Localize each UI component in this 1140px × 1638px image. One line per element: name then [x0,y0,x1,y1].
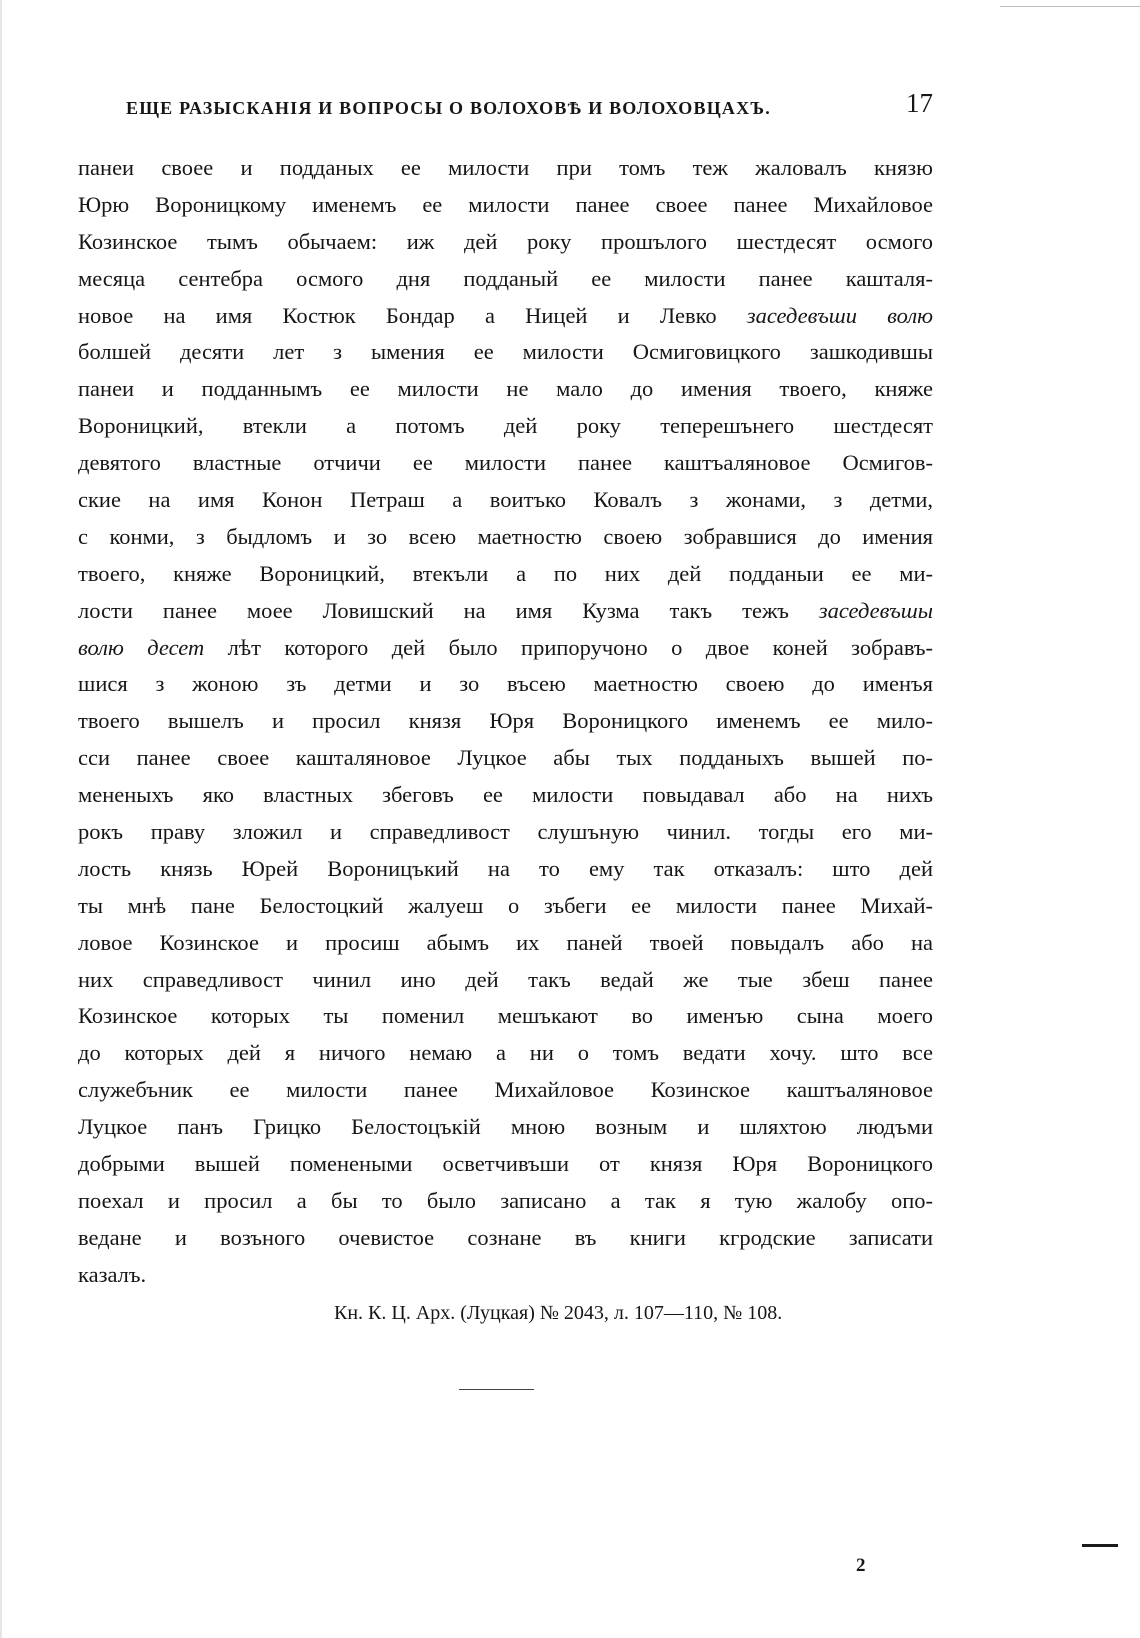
text-line: ловое Козинское и просиш абымъ их паней твоей повыдалъ або на [78,929,933,955]
text-line: ты мнѣ пане Белостоцкий жалуеш о зъбеги ее милости панее Михай- [78,892,933,918]
text-line: Луцкое панъ Грицко Белостоцъкій мною возным и шляхтою людъми [78,1114,933,1140]
italic-run: волю десет [78,634,205,660]
text-line: ведане и возъного очевистое сознане въ книги кгродские записати [78,1224,933,1250]
text-line: сси панее своее кашталяновое Луцкое абы тых подданыхъ вышей по- [78,745,933,771]
text-line: рокъ праву зложил и справедливост слушъную чинил. тогды его ми- [78,819,933,845]
text-line: ские на имя Конон Петраш а воитъко Ковалъ з жонами, з детми, [78,487,933,513]
italic-run: заседевъши волю [746,302,933,328]
text-run: лости панее моее Ловишский на имя Кузма такъ тежъ [78,597,789,623]
text-line: добрыми вышей поменеными осветчивъши от князя Юря Вороницкого [78,1151,933,1177]
text-line [78,298,933,335]
text-line: лость князь Юрей Вороницъкий на то ему так отказалъ: што дей [78,855,933,881]
body-text [78,150,933,1294]
text-run: лѣт которого дей было припоручоно о двое коней зобравъ- [227,634,934,660]
running-head: ЕЩЕ РАЗЫСКАНІЯ И ВОПРОСЫ О ВОЛОХОВѢ И ВОЛОХОВЦАХЪ. [126,98,771,118]
text-line: до которых дей я ничого немаю а ни о томъ ведати хочу. што все [78,1040,933,1066]
text-line: служебъник ее милости панее Михайловое Козинское каштъаляновое [78,1077,933,1103]
text-line: мененыхъ яко властных збеговъ ее милости повыдавал або на нихъ [78,782,933,808]
text-line: Юрю Вороницкому именемъ ее милости панее своее панее Михайловое [78,191,933,217]
page-header [78,88,933,128]
text-line [78,593,933,630]
italic-run: заседевъшы [818,597,933,623]
margin-mark [1082,1544,1118,1547]
source-reference: Кн. К. Ц. Арх. (Луцкая) № 2043, л. 107—110, № 108. [334,1302,783,1324]
text-line: них справедливост чинил ино дей такъ ведай же тые збеш панее [78,966,933,992]
text-line: Козинское тымъ обычаем: иж дей року прошълого шестдесят осмого [78,228,933,254]
text-line: Вороницкий, втекли а потомъ дей року теперешънего шестдесят [78,413,933,439]
text-line: казалъ. [78,1261,147,1287]
text-line [78,630,933,667]
page-number: 17 [906,88,933,118]
text-line: поехал и просил а бы то было записано а так я тую жалобу опо- [78,1187,933,1213]
text-line: болшей десяти лет з ымения ее милости Осмиговицкого зашкодившы [78,339,933,365]
text-line: шися з жоною зъ детми и зо въсею маетностю своею до именъя [78,671,933,697]
section-divider [459,1389,534,1390]
text-line: твоего вышелъ и просил князя Юря Вороницкого именемъ ее мило- [78,708,933,734]
text-line: твоего, княже Вороницкий, втекъли а по них дей подданыи ее ми- [78,560,933,586]
text-run: новое на имя Костюк Бондар а Ницей и Левко [78,302,717,328]
text-line: девятого властные отчичи ее милости панее каштъаляновое Осмигов- [78,450,933,476]
text-line: панеи и подданнымъ ее милости не мало до имения твоего, княже [78,376,933,402]
scan-edge [0,0,2,1638]
signature-mark: 2 [856,1555,866,1576]
text-line: с конми, з быдломъ и зо всею маетностю своею зобравшися до имения [78,523,933,549]
text-line: панеи своее и подданых ее милости при томъ теж жаловалъ князю [78,155,933,180]
text-line: Козинское которых ты поменил мешъкают во именъю сына моего [78,1003,933,1029]
text-line: месяца сентебра осмого дня подданый ее милости панее кашталя- [78,265,933,291]
scan-edge-top [1000,6,1140,7]
